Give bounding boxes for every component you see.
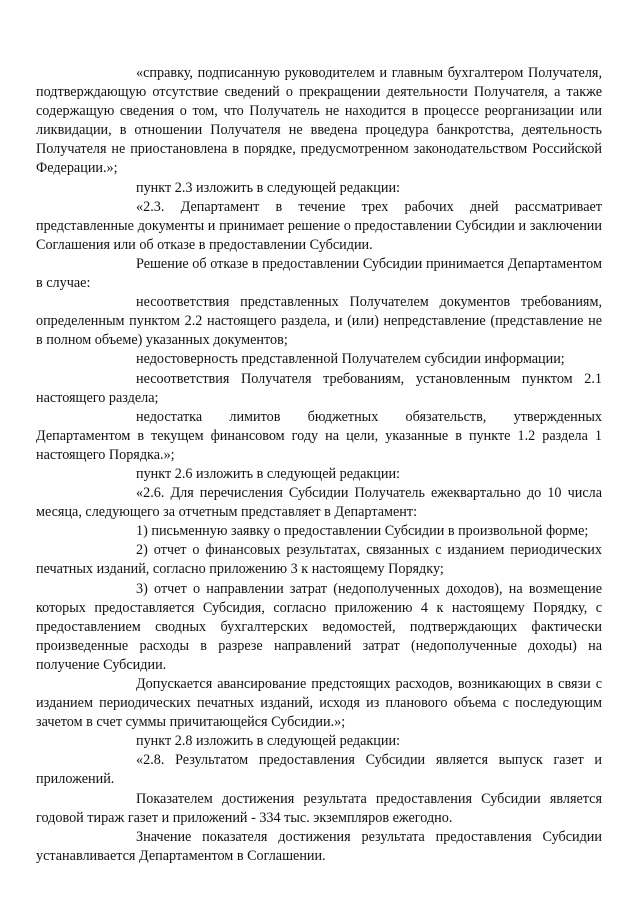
paragraph: пункт 2.6 изложить в следующей редакции: — [136, 465, 400, 482]
paragraph: несоответствия представленных Получателем документов требованиям, определенным пунктом 2.2 настоящего раздела, и (или) непредставление (представление не в полном объеме) указанных документов; — [36, 294, 602, 349]
paragraph: 1) письменную заявку о предоставлении Субсидии в произвольной форме; — [136, 523, 589, 540]
paragraph: недостатка лимитов бюджетных обязательств, утвержденных Департаментом в текущем финансовом году на цели, указанные в пункте 1.2 раздела 1 настоящего Порядка.»; — [36, 408, 602, 463]
paragraph: Допускается авансирование предстоящих расходов, возникающих в связи с изданием периодических печатных изданий, исходя из планового объема с последующим зачетом в счет суммы причитающейся Субсидии.»; — [36, 676, 602, 731]
paragraph: пункт 2.8 изложить в следующей редакции: — [136, 733, 400, 750]
paragraph: «2.3. Департамент в течение трех рабочих дней рассматривает представленные документы и принимает решение о предоставлении Субсидии и заключении Соглашения или об отказе в предоставлении Субсидии. — [36, 198, 602, 253]
paragraph: «2.8. Результатом предоставления Субсидии является выпуск газет и приложений. — [36, 752, 602, 788]
paragraph: недостоверность представленной Получателем субсидии информации; — [136, 351, 565, 368]
paragraph: Показателем достижения результата предоставления Субсидии является годовой тираж газет и приложений - 334 тыс. экземпляров ежегодно. — [36, 790, 602, 826]
paragraph: Значение показателя достижения результата предоставления Субсидии устанавливается Департаментом в Соглашении. — [36, 828, 602, 864]
paragraph: «справку, подписанную руководителем и главным бухгалтером Получателя, подтверждающую отсутствие сведений о прекращении деятельности Получателя, а также содержащую сведения о том, что Получатель не находится в процессе реорганизации или ликвидации, в отношении Получателя не введена процедура банкротства, деятельность Получателя не приостановлена в порядке, предусмотренном законодательством Российской Федерации.»; — [36, 65, 602, 177]
paragraph: «2.6. Для перечисления Субсидии Получатель ежеквартально до 10 числа месяца, следующего за отчетным представляет в Департамент: — [36, 485, 602, 521]
paragraph: пункт 2.3 изложить в следующей редакции: — [136, 179, 400, 196]
paragraph: Решение об отказе в предоставлении Субсидии принимается Департаментом в случае: — [36, 255, 602, 292]
paragraph: 2) отчет о финансовых результатах, связанных с изданием периодических печатных изданий, согласно приложению 3 к настоящему Порядку; — [36, 542, 602, 578]
document-page — [36, 64, 602, 866]
paragraph: несоответствия Получателя требованиям, установленным пунктом 2.1 настоящего раздела; — [36, 370, 602, 406]
paragraph: 3) отчет о направлении затрат (недополученных доходов), на возмещение которых предоставляется Субсидия, согласно приложению 4 к настоящему Порядку, с предоставлением сводных бухгалтерских ведомостей, подтверждающих фактически произведенные расходы в разрезе направлений затрат (недополученные доходы) на получение Субсидии. — [36, 580, 602, 673]
